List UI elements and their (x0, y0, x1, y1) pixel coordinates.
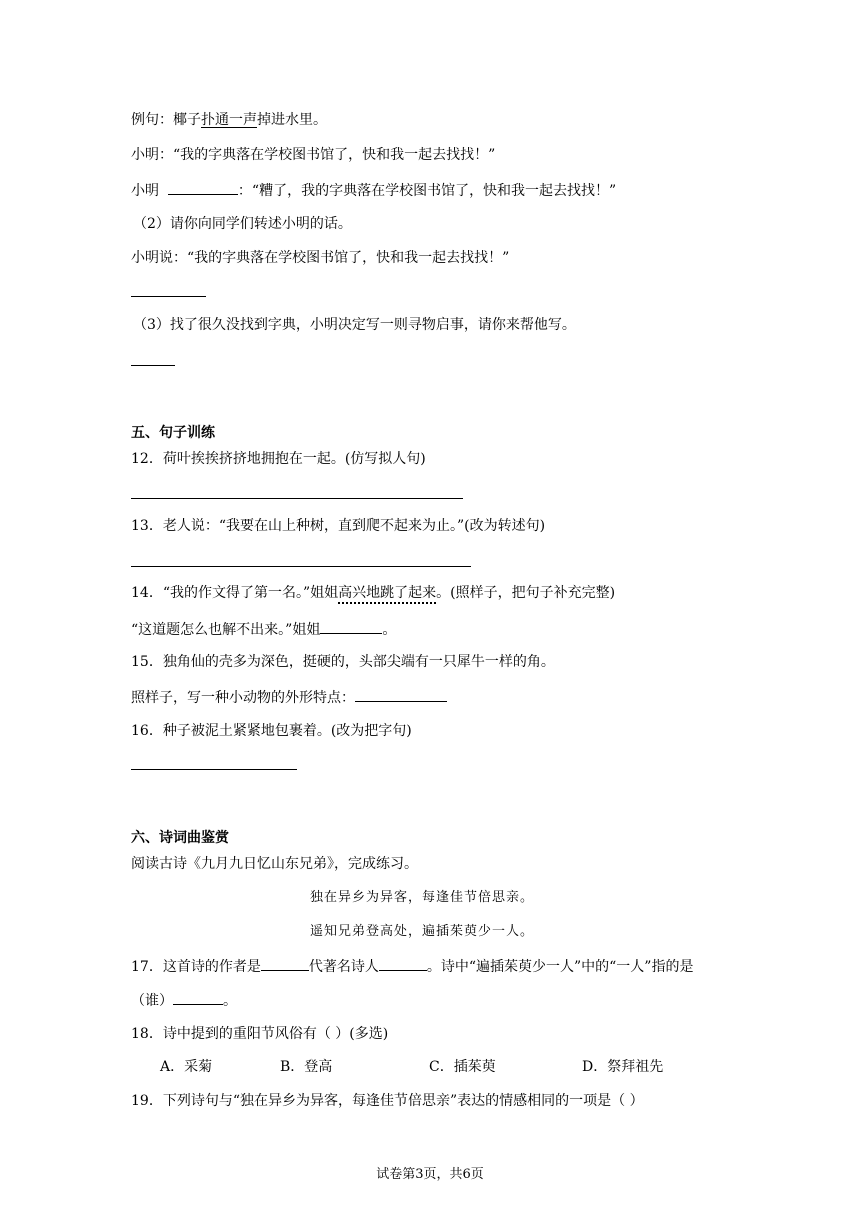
answer-blank[interactable] (379, 956, 427, 971)
section-heading-6: 六、诗词曲鉴赏 (131, 830, 229, 846)
rewrite-line: 小明 ：“糟了，我的字典落在学校图书馆了，快和我一起去找找！” (131, 180, 616, 201)
answer-line[interactable] (131, 296, 206, 297)
page-footer: 试卷第3页，共6页 (376, 1167, 484, 1182)
answer-blank[interactable] (168, 180, 238, 195)
question-14: 14．“我的作文得了第一名。”姐姐高兴地跳了起来。(照样子，把句子补充完整) (131, 585, 616, 601)
answer-blank[interactable] (320, 619, 382, 634)
part2-prompt: （2）请你向同学们转述小明的话。 (133, 216, 352, 232)
option-b[interactable]: B．登高 (280, 1059, 333, 1075)
option-d[interactable]: D．祭拜祖先 (582, 1059, 664, 1075)
question-14-line2: “这道题怎么也解不出来。”姐姐 。 (131, 619, 396, 640)
section-heading-5: 五、句子训练 (131, 425, 215, 441)
xiaoming-quote: 小明：“我的字典落在学校图书馆了，快和我一起去找找！” (131, 147, 496, 163)
answer-blank[interactable] (261, 956, 309, 971)
question-12: 12．荷叶挨挨挤挤地拥抱在一起。(仿写拟人句) (131, 451, 426, 467)
part3-prompt: （3）找了很久没找到字典，小明决定写一则寻物启事，请你来帮他写。 (133, 317, 576, 333)
question-17: 17．这首诗的作者是 代著名诗人 。诗中“遍插茱萸少一人”中的“一人”指的是 (131, 956, 693, 977)
answer-line[interactable] (131, 769, 297, 770)
question-19: 19．下列诗句与“独在异乡为异客，每逢佳节倍思亲”表达的情感相同的一项是（ ） (131, 1093, 644, 1109)
part2-quote: 小明说：“我的字典落在学校图书馆了，快和我一起去找找！” (131, 250, 510, 266)
option-a[interactable]: A．采菊 (160, 1059, 213, 1075)
question-15-line2: 照样子，写一种小动物的外形特点： (131, 687, 447, 708)
dotted-emphasis: 高兴地跳了起来 (338, 585, 437, 601)
answer-blank[interactable] (173, 990, 223, 1005)
question-15: 15．独角仙的壳多为深色，挺硬的，头部尖端有一只犀牛一样的角。 (131, 654, 555, 670)
question-18: 18．诗中提到的重阳节风俗有（ ）(多选) (131, 1026, 389, 1042)
question-13: 13．老人说：“我要在山上种树，直到爬不起来为止。”(改为转述句) (131, 518, 546, 534)
answer-blank[interactable] (355, 687, 447, 702)
poem-line-2: 遥知兄弟登高处，遍插茱萸少一人。 (310, 924, 535, 939)
answer-line[interactable] (131, 498, 463, 499)
answer-line[interactable] (131, 365, 175, 366)
option-c[interactable]: C．插茱萸 (429, 1059, 496, 1075)
answer-line[interactable] (131, 566, 471, 567)
example-underlined-phrase: 扑通一声 (201, 112, 257, 128)
question-17-line2: （谁） 。 (131, 990, 237, 1011)
example-sentence: 例句：椰子扑通一声掉进水里。 (131, 112, 327, 128)
poem-intro: 阅读古诗《九月九日忆山东兄弟》，完成练习。 (131, 856, 418, 872)
poem-line-1: 独在异乡为异客，每逢佳节倍思亲。 (310, 890, 535, 905)
question-16: 16．种子被泥土紧紧地包裹着。(改为把字句) (131, 723, 412, 739)
